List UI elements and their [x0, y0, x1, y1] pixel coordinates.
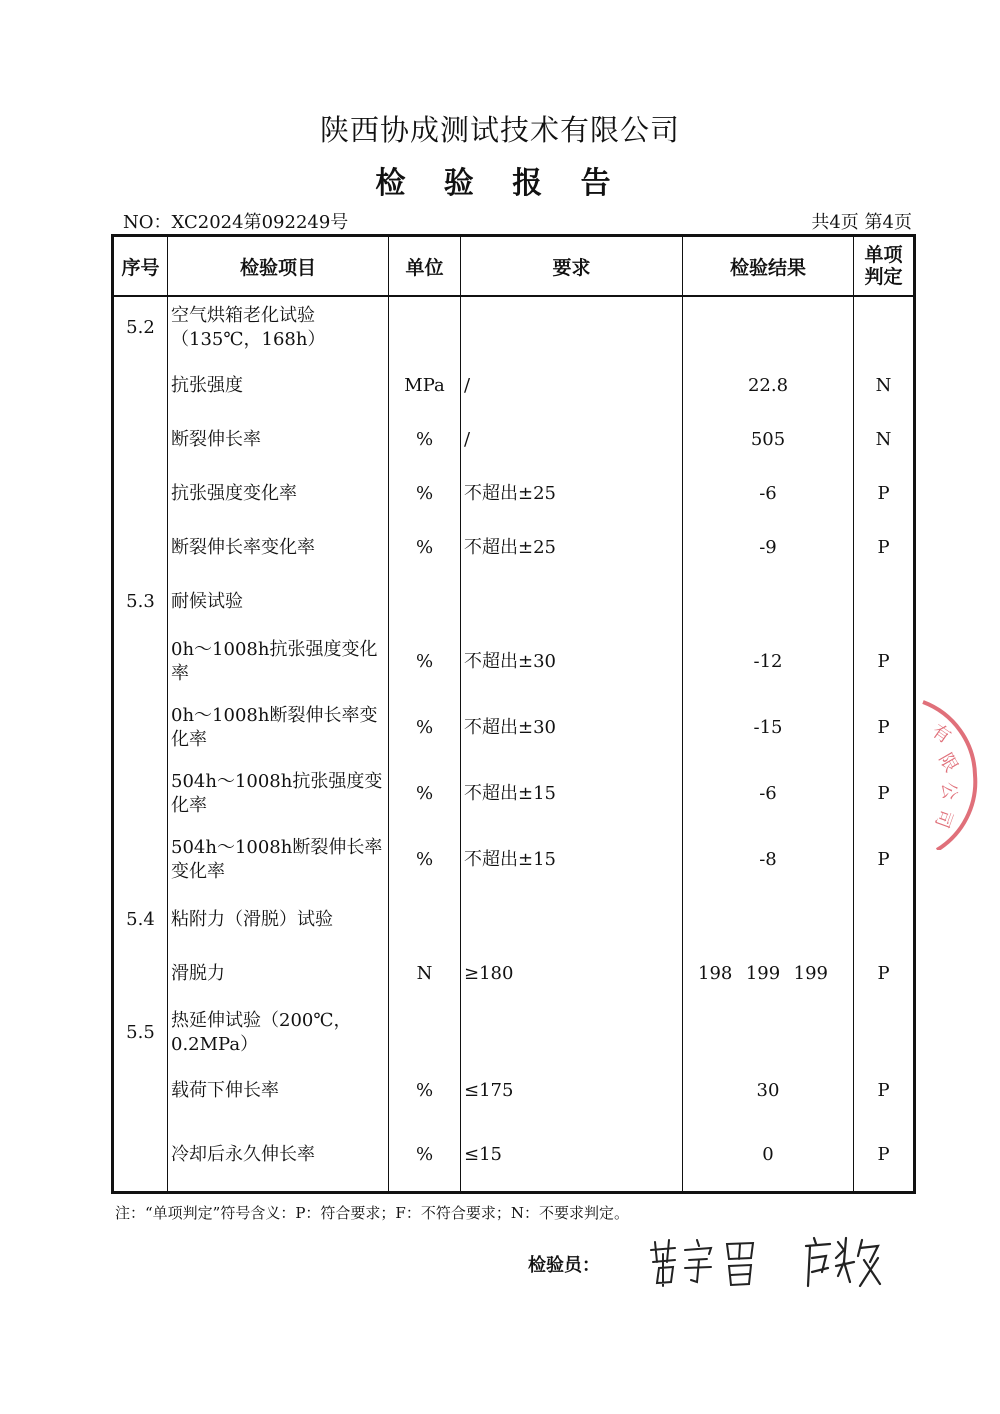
row-judgement: P [854, 467, 915, 521]
table-row [113, 629, 915, 695]
row-no [113, 467, 168, 521]
row-judgement: P [854, 1064, 915, 1118]
table-row [113, 1118, 915, 1193]
column-header-requirement: 要求 [461, 236, 683, 297]
inspector-label: 检验员： [528, 1255, 600, 1276]
row-no: 5.5 [113, 1001, 168, 1064]
svg-text:限: 限 [934, 749, 962, 776]
row-unit: % [389, 521, 461, 575]
row-no [113, 695, 168, 761]
row-judgement [854, 893, 915, 947]
row-result [683, 296, 854, 359]
row-requirement: 不超出±25 [461, 467, 683, 521]
row-item: 粘附力（滑脱）试验 [168, 893, 389, 947]
row-judgement [854, 296, 915, 359]
row-unit: % [389, 467, 461, 521]
row-no [113, 761, 168, 827]
row-requirement: 不超出±15 [461, 761, 683, 827]
table-row [113, 947, 915, 1001]
row-requirement [461, 893, 683, 947]
row-item: 抗张强度 [168, 359, 389, 413]
reviewer-signature [800, 1232, 885, 1292]
inspection-table [111, 234, 916, 1194]
row-judgement: P [854, 629, 915, 695]
svg-text:司: 司 [930, 806, 957, 831]
row-no [113, 413, 168, 467]
row-no [113, 1064, 168, 1118]
row-judgement [854, 1001, 915, 1064]
row-requirement: / [461, 413, 683, 467]
row-result: -6 [683, 467, 854, 521]
row-unit: N [389, 947, 461, 1001]
page-info: 共4页 第4页 [811, 212, 912, 233]
column-header-item: 检验项目 [168, 236, 389, 297]
row-item: 滑脱力 [168, 947, 389, 1001]
row-judgement [854, 575, 915, 629]
row-requirement: 不超出±30 [461, 629, 683, 695]
svg-text:有: 有 [927, 720, 955, 748]
row-result [683, 575, 854, 629]
row-requirement: ≤175 [461, 1064, 683, 1118]
row-item: 空气烘箱老化试验（135℃，168h） [168, 296, 389, 359]
row-judgement: P [854, 827, 915, 893]
row-item: 耐候试验 [168, 575, 389, 629]
row-no [113, 359, 168, 413]
row-unit: % [389, 629, 461, 695]
row-unit [389, 296, 461, 359]
row-result: -12 [683, 629, 854, 695]
row-no [113, 947, 168, 1001]
row-item: 载荷下伸长率 [168, 1064, 389, 1118]
row-requirement: 不超出±30 [461, 695, 683, 761]
row-unit: MPa [389, 359, 461, 413]
row-result [683, 893, 854, 947]
result-value: 198 [698, 963, 733, 984]
row-unit [389, 893, 461, 947]
row-no: 5.2 [113, 296, 168, 359]
inspector-signature [645, 1232, 765, 1292]
company-name: 陕西协成测试技术有限公司 [319, 113, 680, 147]
row-result: -6 [683, 761, 854, 827]
row-item: 热延伸试验（200℃，0.2MPa） [168, 1001, 389, 1064]
row-judgement: P [854, 695, 915, 761]
row-requirement: / [461, 359, 683, 413]
row-result: 22.8 [683, 359, 854, 413]
row-requirement: 不超出±25 [461, 521, 683, 575]
row-judgement: P [854, 521, 915, 575]
table-row [113, 1001, 915, 1064]
table-row [113, 296, 915, 359]
row-item: 断裂伸长率变化率 [168, 521, 389, 575]
row-result: 505 [683, 413, 854, 467]
table-row [113, 575, 915, 629]
table-row [113, 827, 915, 893]
row-item: 0h～1008h断裂伸长率变化率 [168, 695, 389, 761]
row-no [113, 629, 168, 695]
row-item: 抗张强度变化率 [168, 467, 389, 521]
row-requirement [461, 1001, 683, 1064]
svg-text:公: 公 [937, 781, 961, 801]
table-row [113, 521, 915, 575]
row-result: -8 [683, 827, 854, 893]
table-row [113, 761, 915, 827]
row-unit: % [389, 1064, 461, 1118]
column-header-unit: 单位 [389, 236, 461, 297]
row-judgement: P [854, 947, 915, 1001]
row-item: 0h～1008h抗张强度变化率 [168, 629, 389, 695]
row-no: 5.3 [113, 575, 168, 629]
table-row [113, 1064, 915, 1118]
table-row [113, 695, 915, 761]
row-unit [389, 575, 461, 629]
row-result: -9 [683, 521, 854, 575]
column-header-result: 检验结果 [683, 236, 854, 297]
row-result [683, 1001, 854, 1064]
table-row [113, 467, 915, 521]
row-requirement: ≤15 [461, 1118, 683, 1193]
row-requirement: ≥180 [461, 947, 683, 1001]
row-judgement: P [854, 761, 915, 827]
report-title: 检 验 报 告 [375, 166, 625, 201]
row-judgement: N [854, 413, 915, 467]
table-row [113, 359, 915, 413]
row-unit: % [389, 695, 461, 761]
row-unit: % [389, 1118, 461, 1193]
column-header-judgement: 单项判定 [854, 236, 915, 297]
table-header-row [113, 236, 915, 297]
judgement-note: 注：“单项判定”符号含义：P：符合要求；F：不符合要求；N：不要求判定。 [115, 1204, 629, 1222]
row-result [683, 947, 854, 1001]
row-item: 504h～1008h断裂伸长率变化率 [168, 827, 389, 893]
row-item: 冷却后永久伸长率 [168, 1118, 389, 1193]
row-item: 断裂伸长率 [168, 413, 389, 467]
row-judgement: P [854, 1118, 915, 1193]
row-item: 504h～1008h抗张强度变化率 [168, 761, 389, 827]
row-requirement [461, 296, 683, 359]
row-result: 0 [683, 1118, 854, 1193]
result-value: 199 [793, 963, 828, 984]
result-value: 199 [745, 963, 781, 984]
row-unit: % [389, 827, 461, 893]
column-header-seq: 序号 [113, 236, 168, 297]
row-result: -15 [683, 695, 854, 761]
row-requirement: 不超出±15 [461, 827, 683, 893]
row-no [113, 827, 168, 893]
row-no [113, 1118, 168, 1193]
row-result: 30 [683, 1064, 854, 1118]
company-seal [915, 700, 981, 850]
row-unit: % [389, 761, 461, 827]
row-requirement [461, 575, 683, 629]
table-row [113, 413, 915, 467]
row-unit: % [389, 413, 461, 467]
row-no [113, 521, 168, 575]
report-number: NO：XC2024第092249号 [123, 212, 349, 233]
row-unit [389, 1001, 461, 1064]
row-judgement: N [854, 359, 915, 413]
table-row [113, 893, 915, 947]
row-no: 5.4 [113, 893, 168, 947]
